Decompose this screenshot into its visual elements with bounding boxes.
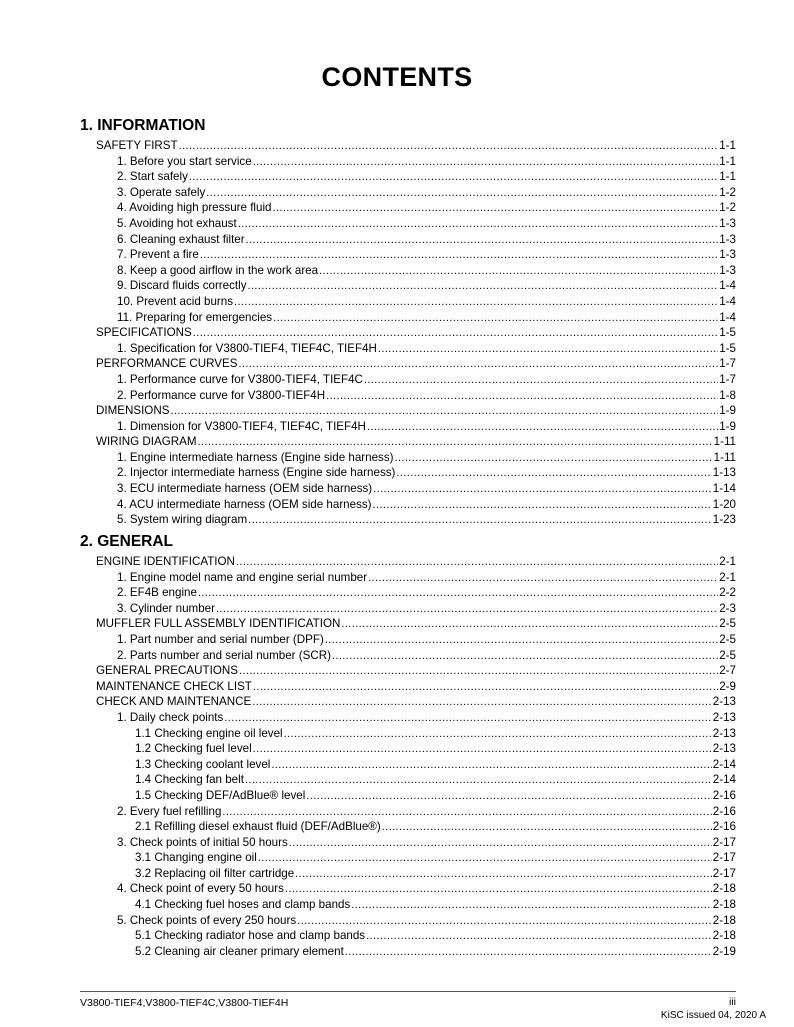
toc-entry-label: 9. Discard fluids correctly <box>117 279 247 293</box>
toc-entry-page: 1-3 <box>719 216 736 230</box>
toc-entry-page: 2-18 <box>712 913 736 927</box>
toc-dot-leader <box>234 294 718 310</box>
toc-entry-page: 2-1 <box>719 570 736 584</box>
toc-entry-page: 1-2 <box>719 201 736 215</box>
toc-dot-leader <box>198 585 718 601</box>
toc-dot-leader <box>252 694 712 710</box>
toc-subentry[interactable] <box>0 185 794 201</box>
toc-entry-page: 1-4 <box>719 310 736 324</box>
toc-entry-label: MUFFLER FULL ASSEMBLY IDENTIFICATION <box>96 617 341 631</box>
toc-subentry[interactable] <box>0 819 794 835</box>
toc-entry-label: 4.1 Checking fuel hoses and clamp bands <box>135 898 351 912</box>
toc-entry-label: 4. ACU intermediate harness (OEM side harness) <box>117 497 372 511</box>
toc-entry-page: 2-19 <box>712 944 736 958</box>
toc-dot-leader <box>200 247 718 263</box>
footer-model-names: V3800-TIEF4,V3800-TIEF4C,V3800-TIEF4H <box>80 997 289 1009</box>
toc-entry-label: SPECIFICATIONS <box>96 326 192 340</box>
toc-entry-label: 1.5 Checking DEF/AdBlue® level <box>135 788 306 802</box>
toc-entry-page: 1-11 <box>713 450 736 464</box>
toc-dot-leader <box>253 741 712 757</box>
toc-subentry[interactable] <box>0 772 794 788</box>
page-title: CONTENTS <box>321 62 473 92</box>
toc-list-information <box>0 138 794 528</box>
toc-subentry[interactable] <box>0 788 794 804</box>
toc-entry-page: 2-9 <box>719 679 736 693</box>
toc-entry-page: 2-18 <box>712 898 736 912</box>
toc-dot-leader <box>236 554 718 570</box>
toc-entry-page: 2-13 <box>712 742 736 756</box>
toc-entry-page: 1-14 <box>712 482 736 496</box>
toc-dot-leader <box>319 263 718 279</box>
toc-entry-label: 2. Start safely <box>117 170 188 184</box>
toc-entry-label: 3. Check points of initial 50 hours <box>117 835 288 849</box>
toc-dot-leader <box>394 450 712 466</box>
toc-entry-label: 1. Engine model name and engine serial number <box>117 570 368 584</box>
toc-dot-leader <box>366 928 712 944</box>
toc-entry-label: PERFORMANCE CURVES <box>96 357 238 371</box>
toc-entry-label: 2. Parts number and serial number (SCR) <box>117 648 331 662</box>
toc-entry-label: ENGINE IDENTIFICATION <box>96 555 235 568</box>
toc-dot-leader <box>179 138 719 154</box>
toc-entry-label: 2. EF4B engine <box>117 586 197 600</box>
toc-chapter-entry[interactable] <box>0 663 794 679</box>
toc-subentry[interactable] <box>0 757 794 773</box>
toc-dot-leader <box>189 169 718 185</box>
toc-dot-leader <box>295 866 712 882</box>
toc-chapter-entry[interactable] <box>0 554 794 570</box>
toc-dot-leader <box>306 788 711 804</box>
toc-entry-page: 2-16 <box>712 804 736 818</box>
toc-entry-page: 1-5 <box>719 341 736 355</box>
toc-dot-leader <box>248 512 712 528</box>
toc-entry-label: 5. Check points of every 250 hours <box>117 913 297 927</box>
toc-entry-label: 1. Before you start service <box>117 154 252 168</box>
toc-dot-leader <box>253 679 718 695</box>
toc-entry-page: 2-3 <box>719 601 736 615</box>
toc-dot-leader <box>271 757 711 773</box>
toc-entry-label: 5. Avoiding hot exhaust <box>117 216 237 230</box>
footer-issue-info: KiSC issued 04, 2020 A <box>660 1010 766 1021</box>
toc-entry-page: 1-23 <box>712 513 736 527</box>
toc-subentry[interactable] <box>0 726 794 742</box>
toc-dot-leader <box>206 185 718 201</box>
toc-dot-leader <box>341 616 718 632</box>
toc-entry-label: 1. Daily check points <box>117 710 224 724</box>
toc-subentry[interactable] <box>0 372 794 388</box>
toc-entry-label: CHECK AND MAINTENANCE <box>96 695 252 709</box>
toc-dot-leader <box>332 648 718 664</box>
toc-chapter-entry[interactable] <box>0 138 794 154</box>
toc-subentry[interactable] <box>0 710 794 726</box>
toc-entry-page: 2-14 <box>712 757 736 771</box>
toc-entry-page: 2-13 <box>712 710 736 724</box>
toc-entry-label: 6. Cleaning exhaust filter <box>117 232 245 246</box>
toc-entry-page: 2-17 <box>712 851 736 865</box>
toc-subentry[interactable] <box>0 570 794 586</box>
toc-entry-label: 5. System wiring diagram <box>117 513 248 527</box>
toc-dot-leader <box>396 465 711 481</box>
toc-dot-leader <box>289 835 712 851</box>
toc-entry-page: 1-13 <box>712 466 736 480</box>
toc-entry-page: 1-11 <box>713 435 736 449</box>
toc-subentry[interactable] <box>0 247 794 263</box>
toc-subentry[interactable] <box>0 388 794 404</box>
toc-subentry[interactable] <box>0 835 794 851</box>
toc-entry-page: 1-4 <box>719 294 736 308</box>
toc-entry-label: 1.4 Checking fan belt <box>135 773 244 787</box>
toc-chapter-entry[interactable] <box>0 356 794 372</box>
toc-dot-leader <box>239 356 719 372</box>
toc-entry-label: 2.1 Refilling diesel exhaust fluid (DEF/AdBlue®) <box>135 820 381 834</box>
toc-entry-label: 1.2 Checking fuel level <box>135 742 252 756</box>
toc-entry-page: 1-2 <box>719 185 736 199</box>
toc-entry-label: 4. Check point of every 50 hours <box>117 882 284 896</box>
toc-dot-leader <box>248 278 719 294</box>
toc-dot-leader <box>238 216 719 232</box>
toc-entry-page: 1-9 <box>719 404 736 418</box>
toc-entry-page: 2-18 <box>712 929 736 943</box>
toc-chapter-entry[interactable] <box>0 403 794 419</box>
toc-entry-page: 1-3 <box>719 232 736 246</box>
toc-subentry[interactable] <box>0 866 794 882</box>
toc-entry-label: 1. Dimension for V3800-TIEF4, TIEF4C, TIEF4H <box>117 419 366 433</box>
toc-dot-leader <box>197 434 712 450</box>
toc-entry-page: 1-8 <box>719 388 736 402</box>
toc-entry-label: GENERAL PRECAUTIONS <box>96 664 238 678</box>
toc-entry-page: 2-13 <box>712 726 736 740</box>
toc-entry-label: 1.1 Checking engine oil level <box>135 726 283 740</box>
toc-entry-page: 1-1 <box>719 139 736 152</box>
toc-entry-label: 2. Performance curve for V3800-TIEF4H <box>117 388 326 402</box>
toc-entry-label: 1. Specification for V3800-TIEF4, TIEF4C, TIEF4H <box>117 341 377 355</box>
toc-subentry[interactable] <box>0 419 794 435</box>
toc-entry-label: 2. Every fuel refilling <box>117 804 222 818</box>
toc-entry-page: 2-5 <box>719 617 736 631</box>
toc-entry-page: 1-20 <box>712 497 736 511</box>
section-heading-general: 2. GENERAL <box>80 533 174 550</box>
toc-dot-leader <box>222 804 711 820</box>
toc-entry-label: 3.2 Replacing oil filter cartridge <box>135 866 295 880</box>
toc-entry-label: 3. Cylinder number <box>117 601 215 615</box>
toc-chapter-entry[interactable] <box>0 694 794 710</box>
toc-subentry[interactable] <box>0 804 794 820</box>
toc-entry-page: 2-7 <box>719 664 736 678</box>
toc-subentry[interactable] <box>0 341 794 357</box>
toc-subentry[interactable] <box>0 294 794 310</box>
toc-dot-leader <box>285 881 712 897</box>
toc-subentry[interactable] <box>0 913 794 929</box>
toc-entry-label: 11. Preparing for emergencies <box>117 310 273 324</box>
toc-entry-page: 2-17 <box>712 866 736 880</box>
toc-dot-leader <box>351 897 712 913</box>
toc-entry-label: 1.3 Checking coolant level <box>135 757 271 771</box>
toc-subentry[interactable] <box>0 632 794 648</box>
toc-dot-leader <box>367 419 718 435</box>
toc-subentry[interactable] <box>0 278 794 294</box>
toc-entry-page: 1-3 <box>719 248 736 262</box>
toc-entry-label: 3. Operate safely <box>117 185 206 199</box>
toc-entry-page: 2-16 <box>712 788 736 802</box>
toc-subentry[interactable] <box>0 897 794 913</box>
toc-subentry[interactable] <box>0 310 794 326</box>
toc-dot-leader <box>246 232 719 248</box>
toc-entry-page: 2-13 <box>712 695 736 709</box>
toc-dot-leader <box>373 481 712 497</box>
toc-entry-page: 2-14 <box>712 773 736 787</box>
toc-dot-leader <box>297 913 712 929</box>
toc-entry-page: 1-1 <box>719 154 736 168</box>
toc-entry-label: 10. Prevent acid burns <box>117 294 234 308</box>
toc-entry-page: 2-16 <box>712 820 736 834</box>
toc-chapter-entry[interactable] <box>0 679 794 695</box>
toc-entry-page: 2-5 <box>719 632 736 646</box>
toc-entry-label: MAINTENANCE CHECK LIST <box>96 679 252 693</box>
toc-entry-page: 1-1 <box>719 170 736 184</box>
toc-subentry[interactable] <box>0 481 794 497</box>
toc-entry-label: 1. Engine intermediate harness (Engine side harness) <box>117 450 394 464</box>
toc-dot-leader <box>382 819 712 835</box>
toc-dot-leader <box>326 388 718 404</box>
toc-entry-page: 2-5 <box>719 648 736 662</box>
toc-entry-label: 1. Performance curve for V3800-TIEF4, TIEF4C <box>117 372 363 386</box>
toc-entry-page: 1-9 <box>719 419 736 433</box>
toc-subentry[interactable] <box>0 450 794 466</box>
toc-subentry[interactable] <box>0 601 794 617</box>
toc-entry-label: SAFETY FIRST <box>96 139 178 152</box>
toc-subentry[interactable] <box>0 465 794 481</box>
toc-list-general <box>0 554 794 959</box>
toc-subentry[interactable] <box>0 850 794 866</box>
toc-entry-label: 3.1 Changing engine oil <box>135 851 257 865</box>
toc-entry-page: 2-18 <box>712 882 736 896</box>
footer-page-number: iii <box>729 996 736 1008</box>
toc-subentry[interactable] <box>0 200 794 216</box>
toc-dot-leader <box>216 601 718 617</box>
toc-dot-leader <box>193 325 718 341</box>
toc-dot-leader <box>284 726 712 742</box>
toc-subentry[interactable] <box>0 648 794 664</box>
toc-dot-leader <box>345 944 712 960</box>
toc-entry-label: DIMENSIONS <box>96 404 170 418</box>
toc-subentry[interactable] <box>0 881 794 897</box>
toc-entry-page: 1-7 <box>719 357 736 371</box>
toc-subentry[interactable] <box>0 741 794 757</box>
toc-subentry[interactable] <box>0 585 794 601</box>
toc-entry-page: 2-1 <box>719 555 736 568</box>
toc-subentry[interactable] <box>0 169 794 185</box>
toc-entry-label: 8. Keep a good airflow in the work area <box>117 263 319 277</box>
toc-entry-label: 2. Injector intermediate harness (Engine side harness) <box>117 466 396 480</box>
toc-dot-leader <box>364 372 718 388</box>
toc-dot-leader <box>378 341 718 357</box>
toc-dot-leader <box>373 497 712 513</box>
toc-subentry[interactable] <box>0 497 794 513</box>
toc-dot-leader <box>245 772 712 788</box>
toc-entry-page: 2-17 <box>712 835 736 849</box>
toc-dot-leader <box>224 710 711 726</box>
toc-subentry[interactable] <box>0 216 794 232</box>
toc-subentry[interactable] <box>0 944 794 960</box>
toc-subentry[interactable] <box>0 928 794 944</box>
toc-entry-page: 1-5 <box>719 326 736 340</box>
toc-entry-page: 1-4 <box>719 279 736 293</box>
toc-subentry[interactable] <box>0 512 794 528</box>
toc-entry-page: 1-7 <box>719 372 736 386</box>
toc-chapter-entry[interactable] <box>0 325 794 341</box>
toc-chapter-entry[interactable] <box>0 434 794 450</box>
toc-entry-label: 1. Part number and serial number (DPF) <box>117 632 324 646</box>
toc-entry-label: 4. Avoiding high pressure fluid <box>117 201 272 215</box>
toc-dot-leader <box>170 403 718 419</box>
footer-divider <box>80 991 736 992</box>
toc-dot-leader <box>272 200 718 216</box>
toc-entry-page: 1-3 <box>719 263 736 277</box>
toc-entry-page: 2-2 <box>719 586 736 600</box>
toc-entry-label: 7. Prevent a fire <box>117 248 199 262</box>
toc-dot-leader <box>239 663 718 679</box>
toc-entry-label: WIRING DIAGRAM <box>96 435 197 449</box>
toc-dot-leader <box>273 310 718 326</box>
toc-entry-label: 5.2 Cleaning air cleaner primary element <box>135 944 344 958</box>
toc-subentry[interactable] <box>0 232 794 248</box>
toc-entry-label: 3. ECU intermediate harness (OEM side harness) <box>117 482 373 496</box>
toc-dot-leader <box>258 850 712 866</box>
toc-subentry[interactable] <box>0 154 794 170</box>
toc-entry-label: 5.1 Checking radiator hose and clamp bands <box>135 929 366 943</box>
section-heading-information: 1. INFORMATION <box>80 117 206 134</box>
toc-dot-leader <box>253 154 719 170</box>
toc-chapter-entry[interactable] <box>0 616 794 632</box>
toc-dot-leader <box>325 632 718 648</box>
toc-dot-leader <box>368 570 718 586</box>
toc-subentry[interactable] <box>0 263 794 279</box>
